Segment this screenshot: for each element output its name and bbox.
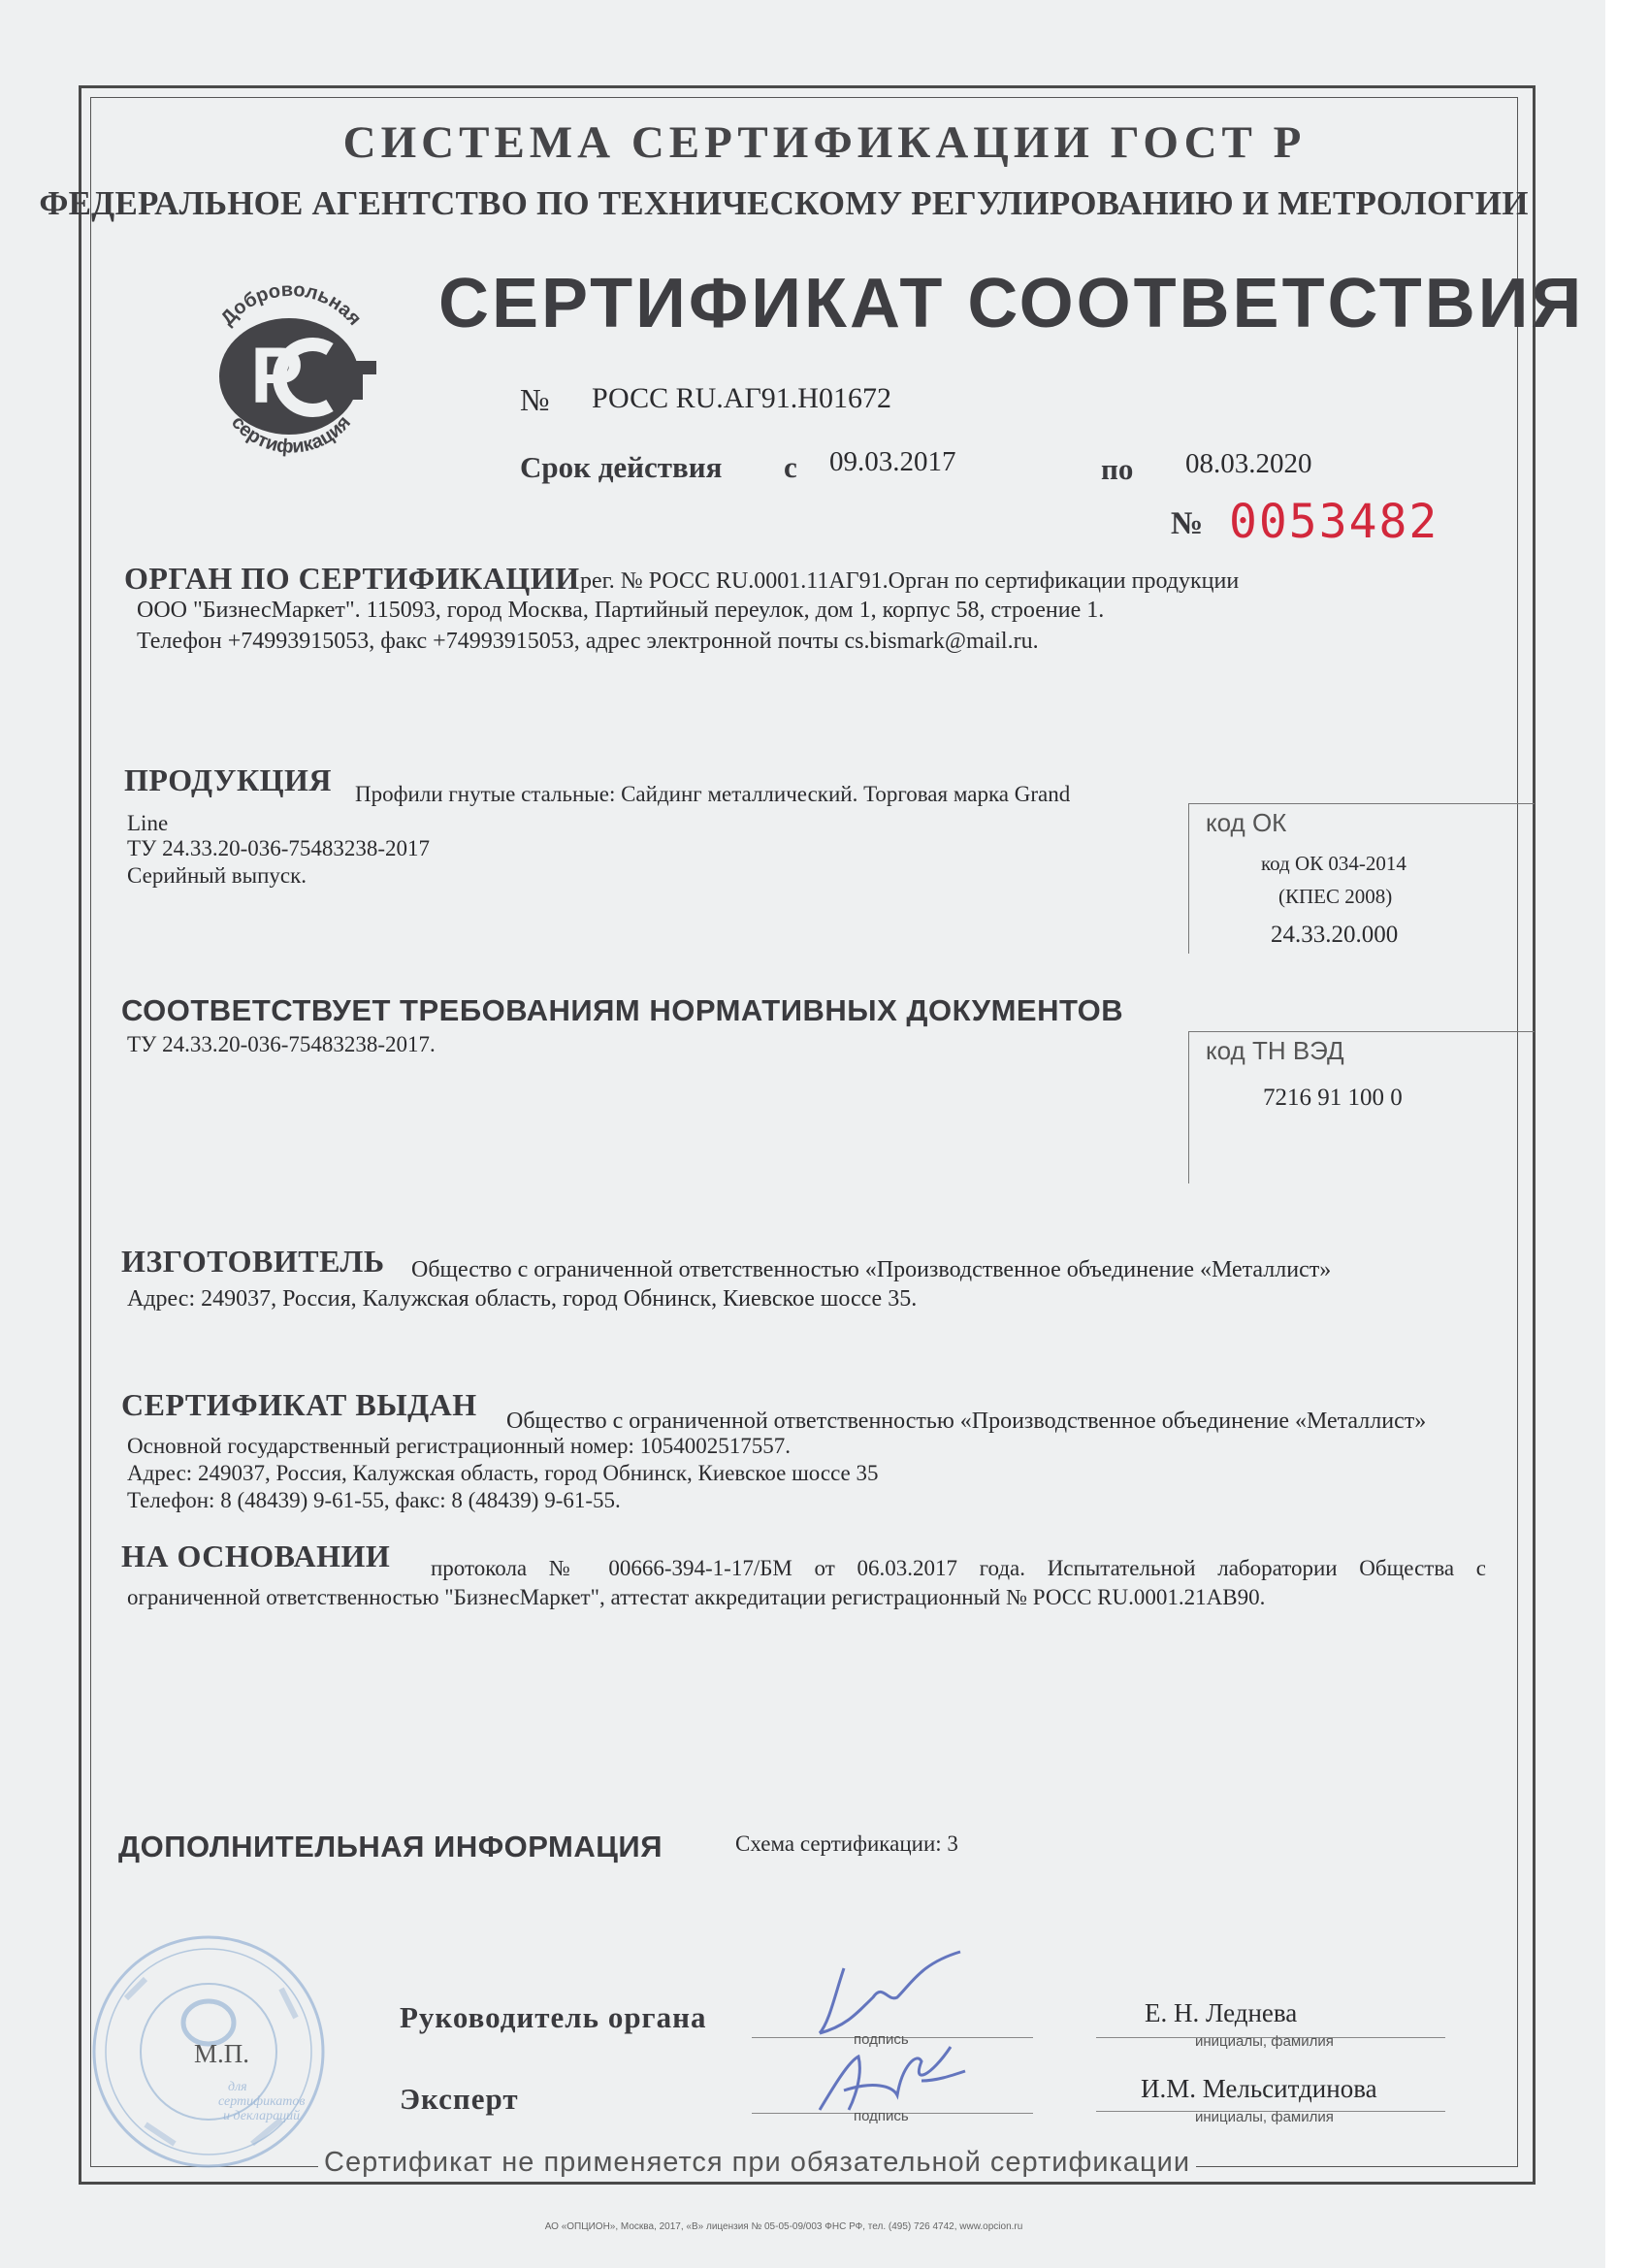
expert-signature <box>805 2037 980 2124</box>
validity-from-label: с <box>784 450 797 484</box>
basis-heading: НА ОСНОВАНИИ <box>121 1539 391 1573</box>
additional-info-line: Схема сертификации: 3 <box>735 1831 958 1856</box>
expert-signature-caption: подпись <box>854 2108 909 2124</box>
basis-line-2: ограниченной ответственностью "БизнесМаркет", аттестат аккредитации регистрационный № РОСС RU.0001.21АВ90. <box>127 1585 1266 1609</box>
svg-text:и деклараций: и деклараций <box>223 2109 301 2123</box>
product-line-3: ТУ 24.33.20-036-75483238-2017 <box>127 836 431 860</box>
svg-text:Р: Р <box>250 332 304 420</box>
validity-to-label: по <box>1101 452 1134 486</box>
head-name: Е. Н. Леднева <box>1145 1998 1298 2027</box>
signature-icon <box>805 2037 980 2124</box>
signature-icon <box>805 1944 980 2041</box>
head-signature-caption: подпись <box>854 2031 909 2048</box>
product-line-4: Серийный выпуск. <box>127 863 307 888</box>
serial-number: 0053482 <box>1229 495 1439 549</box>
ok-code-kpes: (КПЕС 2008) <box>1278 885 1393 908</box>
voluntary-certification-logo <box>184 281 398 466</box>
certification-system-title: СИСТЕМА СЕРТИФИКАЦИИ ГОСТ Р <box>342 117 1307 168</box>
certificate-title: СЕРТИФИКАТ СООТВЕТСТВИЯ <box>438 265 1585 342</box>
tnved-code-value: 7216 91 100 0 <box>1263 1085 1403 1111</box>
manufacturer-heading: ИЗГОТОВИТЕЛЬ <box>121 1244 385 1279</box>
manufacturer-line-2: Адрес: 249037, Россия, Калужская область, город Обнинск, Киевское шоссе 35. <box>127 1286 918 1312</box>
page-edge <box>1605 0 1649 2268</box>
additional-info-heading: ДОПОЛНИТЕЛЬНАЯ ИНФОРМАЦИЯ <box>118 1830 663 1863</box>
validity-to-date: 08.03.2020 <box>1185 448 1312 479</box>
certificate-number: РОСС RU.АГ91.Н01672 <box>592 382 891 414</box>
conformity-heading: СООТВЕТСТВУЕТ ТРЕБОВАНИЯМ НОРМАТИВНЫХ ДОКУМЕНТОВ <box>121 993 1124 1027</box>
agency-title: ФЕДЕРАЛЬНОЕ АГЕНТСТВО ПО ТЕХНИЧЕСКОМУ РЕГУЛИРОВАНИЮ И МЕТРОЛОГИИ <box>39 184 1529 222</box>
expert-name: И.М. Мельситдинова <box>1141 2074 1377 2103</box>
expert-name-caption: инициалы, фамилия <box>1195 2109 1334 2125</box>
head-signature <box>805 1944 980 2041</box>
svg-text:сертификатов: сертификатов <box>218 2094 306 2109</box>
printer-imprint: АО «ОПЦИОН», Москва, 2017, «В» лицензия № 05-05-09/003 ФНС РФ, тел. (495) 726 4742, www.opcion.ru <box>544 2221 1023 2232</box>
svg-text:Добровольная: Добровольная <box>216 281 366 330</box>
validity-label: Срок действия <box>520 450 723 484</box>
product-line-2: Line <box>127 811 169 835</box>
ok-code-label: код ОК <box>1206 808 1287 837</box>
validity-from-date: 09.03.2017 <box>829 446 956 477</box>
conformity-line-1: ТУ 24.33.20-036-75483238-2017. <box>127 1032 436 1056</box>
certification-body-heading: ОРГАН ПО СЕРТИФИКАЦИИ <box>124 561 580 596</box>
svg-text:для: для <box>228 2080 247 2094</box>
head-of-body-label: Руководитель органа <box>400 2000 707 2034</box>
ok-code-value: 24.33.20.000 <box>1271 922 1399 948</box>
serial-number-label: № <box>1171 506 1204 541</box>
manufacturer-line-1: Общество с ограниченной ответственностью «Производственное объединение «Металлист» <box>411 1257 1332 1282</box>
certificate-number-label: № <box>520 382 550 417</box>
certification-body-line-2: ООО "БизнесМаркет". 115093, город Москва, Партийный переулок, дом 1, корпус 58, строение 1. <box>137 598 1105 623</box>
product-heading: ПРОДУКЦИЯ <box>124 762 333 797</box>
expert-label: Эксперт <box>400 2082 519 2116</box>
svg-text:сертификация: сертификация <box>226 411 356 459</box>
issued-line-4: Телефон: 8 (48439) 9-61-55, факс: 8 (48439) 9-61-55. <box>127 1488 621 1512</box>
certification-body-line-3: Телефон +74993915053, факс +74993915053, адрес электронной почты cs.bismark@mail.ru. <box>137 629 1039 654</box>
issued-line-3: Адрес: 249037, Россия, Калужская область, город Обнинск, Киевское шоссе 35 <box>127 1461 879 1485</box>
issued-heading: СЕРТИФИКАТ ВЫДАН <box>121 1387 477 1422</box>
basis-line-1: протокола № 00666-394-1-17/БМ от 06.03.2017 года. Испытательной лаборатории Общества с <box>431 1556 1486 1580</box>
seal-place-label: М.П. <box>194 2039 250 2068</box>
ok-code-classifier: код ОК 034-2014 <box>1261 852 1406 875</box>
head-name-caption: инициалы, фамилия <box>1195 2033 1334 2050</box>
issued-line-2: Основной государственный регистрационный номер: 1054002517557. <box>127 1434 791 1458</box>
product-line-1: Профили гнутые стальные: Сайдинг металлический. Торговая марка Grand <box>355 782 1071 806</box>
certification-body-line-1: рег. № РОСС RU.0001.11АГ91.Орган по сертификации продукции <box>580 568 1240 594</box>
tnved-code-label: код ТН ВЭД <box>1206 1036 1344 1065</box>
voluntary-notice: Сертификат не применяется при обязательной сертификации <box>318 2147 1196 2179</box>
rs-logo-icon <box>184 281 398 466</box>
issued-line-1: Общество с ограниченной ответственностью «Производственное объединение «Металлист» <box>506 1409 1427 1434</box>
